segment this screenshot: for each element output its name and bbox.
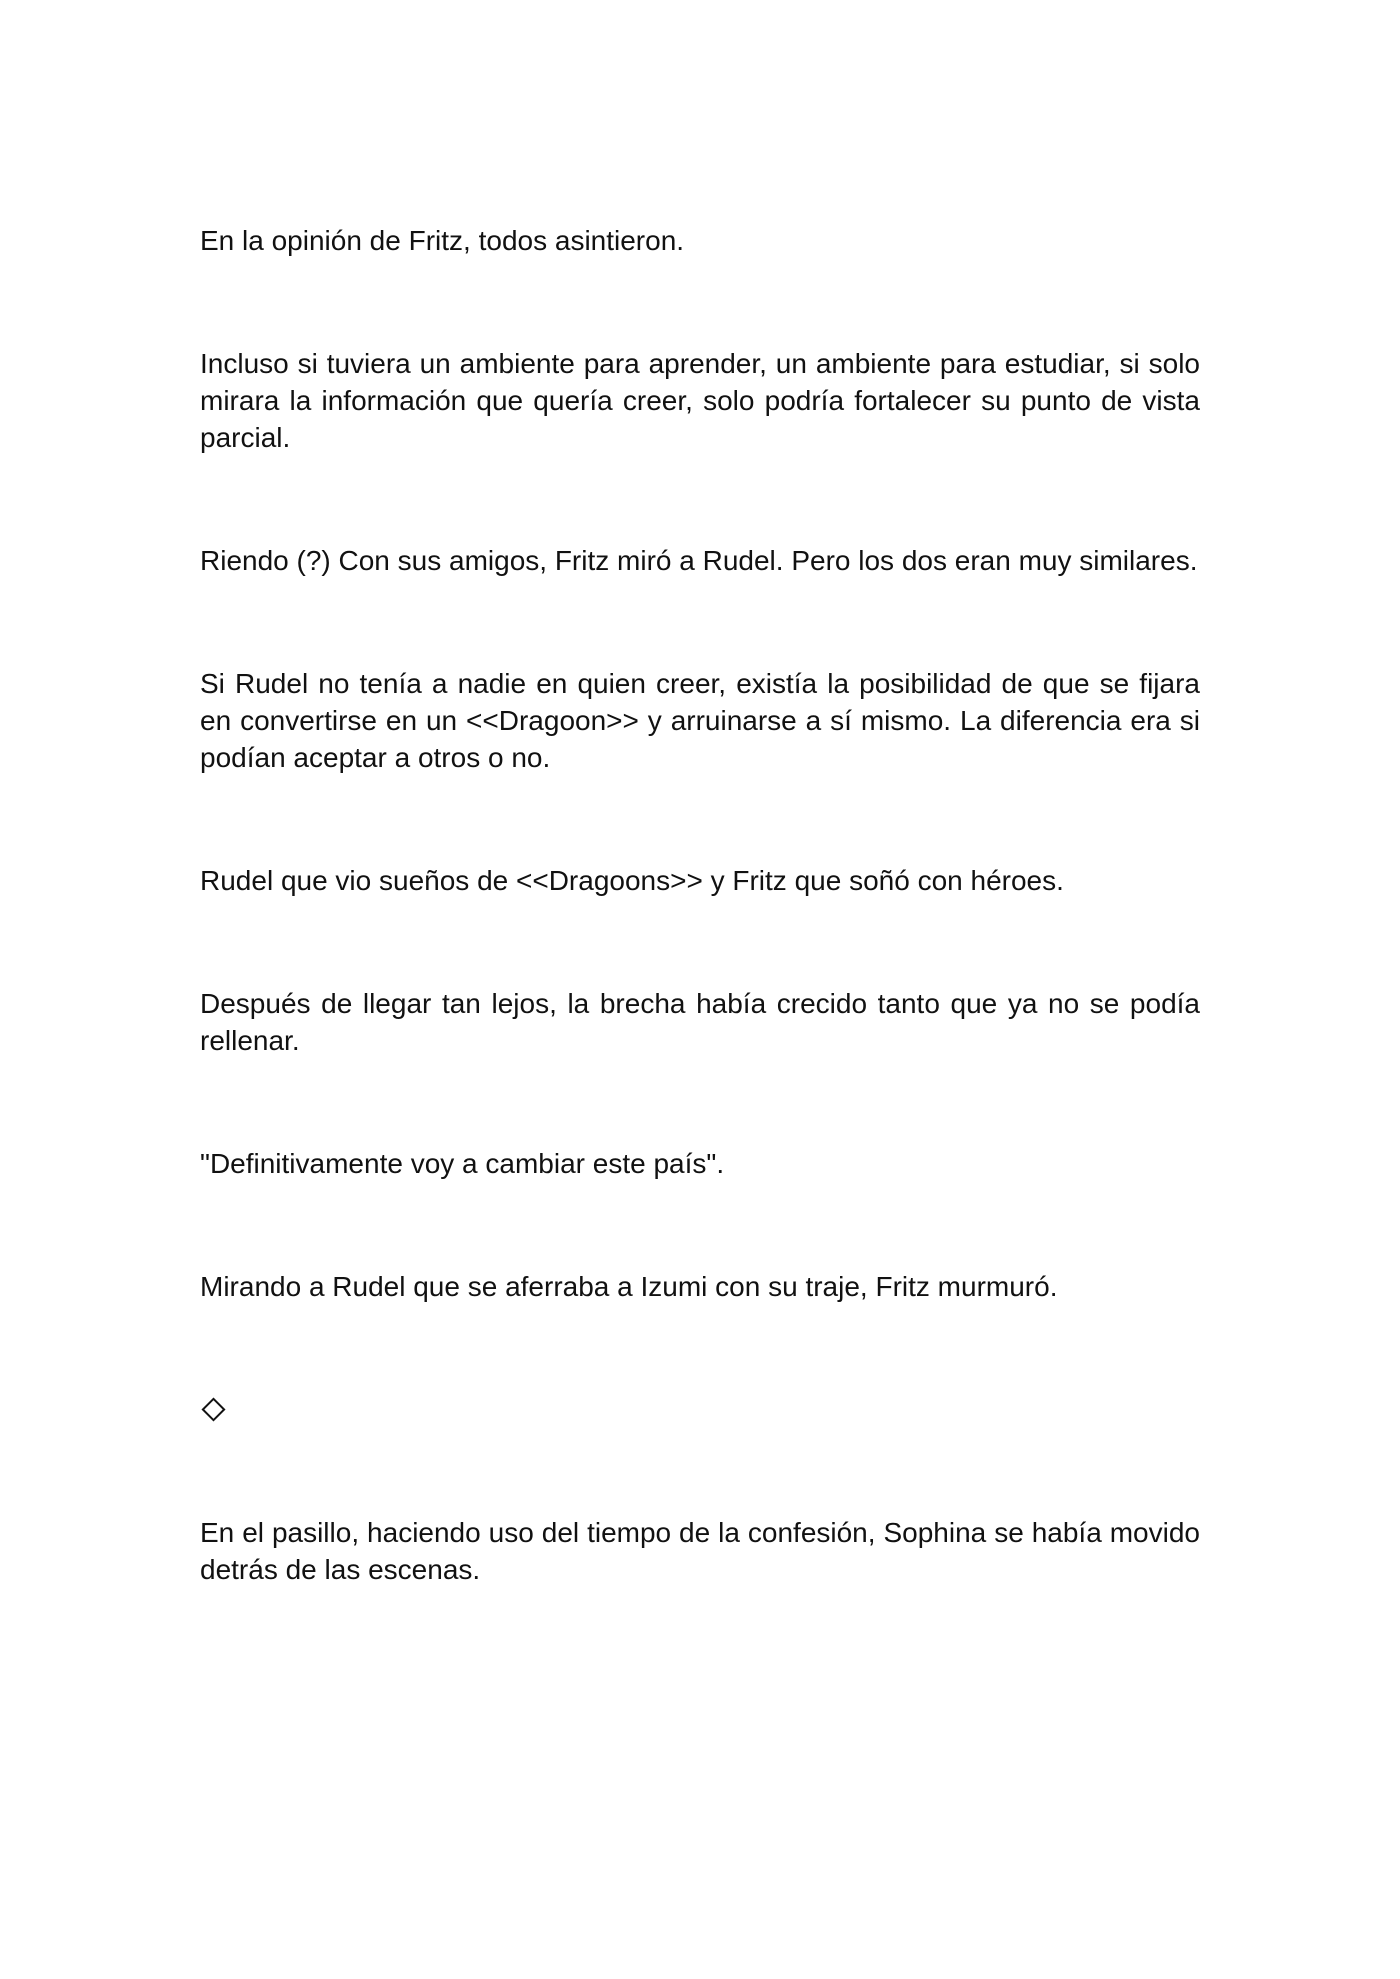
paragraph-9: En el pasillo, haciendo uso del tiempo de la confesión, Sophina se había movido detrás de las escenas. [200,1517,1200,1585]
paragraph-8: Mirando a Rudel que se aferraba a Izumi con su traje, Fritz murmuró. [200,1271,1058,1302]
paragraph-6: Después de llegar tan lejos, la brecha había crecido tanto que ya no se podía rellenar. [200,988,1200,1056]
scene-separator [200,1391,1200,1428]
text-column [200,222,1200,1674]
diamond-outline-icon [201,1397,225,1421]
paragraph-3: Riendo (?) Con sus amigos, Fritz miró a Rudel. Pero los dos eran muy similares. [200,545,1198,576]
paragraph-5: Rudel que vio sueños de <<Dragoons>> y Fritz que soñó con héroes. [200,865,1064,896]
paragraph-4: Si Rudel no tenía a nadie en quien creer, existía la posibilidad de que se fijara en convertirse en un <<Dragoon>> y arruinarse a sí mismo. La diferencia era si podían aceptar a otros o no. [200,668,1200,773]
paragraph-1: En la opinión de Fritz, todos asintieron. [200,225,685,256]
paragraph-7: "Definitivamente voy a cambiar este país". [200,1148,725,1179]
paragraph-2: Incluso si tuviera un ambiente para aprender, un ambiente para estudiar, si solo mirara la información que quería creer, solo podría fortalecer su punto de vista parcial. [200,348,1200,453]
